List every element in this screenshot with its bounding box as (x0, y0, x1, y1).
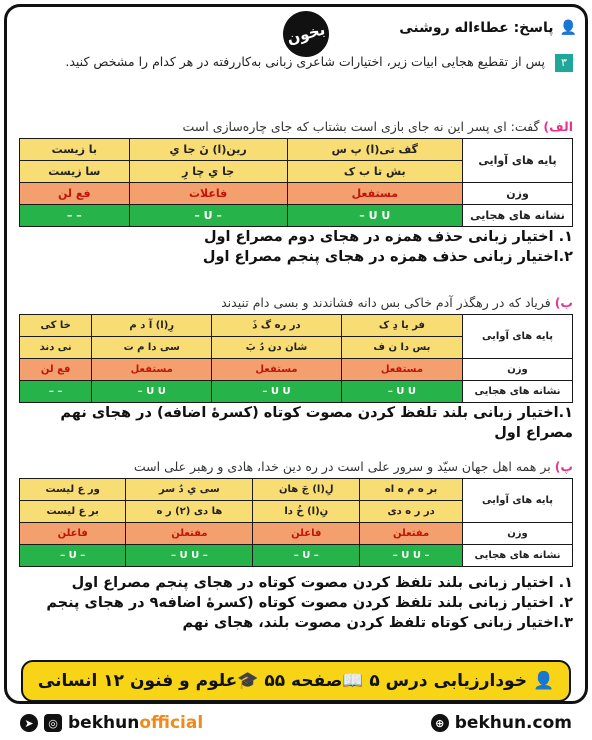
answer-a-1: ۱. اختیار زبانی حذف همزه در هجای دوم مصراع اول (203, 229, 573, 245)
answer-c-1: ۱. اختیار زبانی بلند تلفظ کردن مصوت کوتاه در هجای پنجم مصراع اول (71, 575, 573, 591)
logo: بخون (278, 6, 334, 62)
question-text: پس از تقطیع هجایی ابیات زیر، اختیارات شاعری زبانی به‌کاررفته در هر کدام را مشخص کنید. (65, 54, 546, 69)
table-row: پایه های آوایی گف تی(ا) پ س رین(ا) نَ جا یِ با زیست (20, 139, 573, 161)
section-c (19, 459, 573, 633)
answer-by: 👤 پاسخ: عطاءاله روشنی (399, 20, 577, 36)
table-row: نشانه های هجایی U U – – U – – – (20, 205, 573, 227)
section-b (19, 295, 573, 443)
verse-b: ب)فریاد که در رهگذر آدم خاکی بس دانه فشاندند و بسی دام تنیدند (221, 295, 573, 310)
table-row: پایه های آوایی فر یا دِ ک در ره گ ذَ رِ(ا) آ د م خا کی (20, 315, 573, 337)
header (15, 13, 577, 48)
table-row: پایه های آوایی بر ه م ه اه لِ(ا) جَ هان سی یِ دُ سر ور ع لیست (20, 479, 573, 501)
answer-c-2: ۲. اختیار زبانی بلند تلفظ کردن مصوت کوتاه (کسرهٔ اضافه۹ در هجای پنجم (46, 595, 573, 611)
answer-a-2: ۲.اختیار زبانی حذف همزه در هجای پنجم مصراع اول (202, 249, 573, 265)
verse-a: الف)گفت: ای پسر این نه جای بازی است بشتاب که جای چاره‌سازی است (182, 119, 573, 134)
student-icon: 👤 (532, 671, 555, 691)
table-row: وزن مفتعلن فاعلن مفتعلن فاعلن (20, 523, 573, 545)
handle-text: bekhunofficial (68, 713, 204, 733)
globe-icon: ⊕ (431, 714, 449, 732)
table-c (19, 478, 573, 567)
bottom-bar (0, 706, 592, 740)
answer-c-3: ۳.اختیار زبانی کوتاه تلفظ کردن مصوت بلند، هجای نهم (182, 615, 573, 631)
verse-c: پ)بر همه اهل جهان سیّد و سرور علی است در ره دین خدا، هادی و رهبر علی است (133, 459, 573, 474)
table-row: در ر ه دی نِ(ا) خُ دا ها دی (۲) ر ه بر ع لیست (20, 501, 573, 523)
section-a (19, 119, 573, 267)
telegram-icon[interactable]: ➤ (20, 714, 38, 732)
footer-banner: 👤 خودارزیابی درس ۵ 📖صفحه ۵۵ 🎓علوم و فنون ۱۲ انسانی (21, 660, 571, 702)
table-b (19, 314, 573, 403)
table-row: بش تا ب ک جا یِ چا رِ سا زیست (20, 161, 573, 183)
question-number: ۳ (555, 54, 573, 72)
table-row: نشانه های هجایی – U U – – U – – U U – – U – (20, 545, 573, 567)
table-row: وزن مستفعل فاعلات فع لن (20, 183, 573, 205)
table-row: وزن مستفعل مستفعل مستفعل فع لن (20, 359, 573, 381)
table-row: نشانه های هجایی U U – U U – U U – – – (20, 381, 573, 403)
question (19, 51, 573, 73)
website-link[interactable]: ⊕ bekhun.com (431, 713, 572, 733)
instagram-icon[interactable]: ◎ (44, 714, 62, 732)
user-icon: 👤 (559, 20, 577, 36)
social-handle[interactable] (20, 713, 203, 733)
answer-b-1: ۱.اختیار زبانی بلند تلفظ کردن مصوت کوتاه (کسرهٔ اضافه) در هجای نهم مصراع اول (60, 405, 573, 441)
table-a (19, 138, 573, 227)
table-row: بس دا ن ف شان دن دُ بَ سی دا م ت نی دند (20, 337, 573, 359)
page-frame (4, 4, 588, 704)
